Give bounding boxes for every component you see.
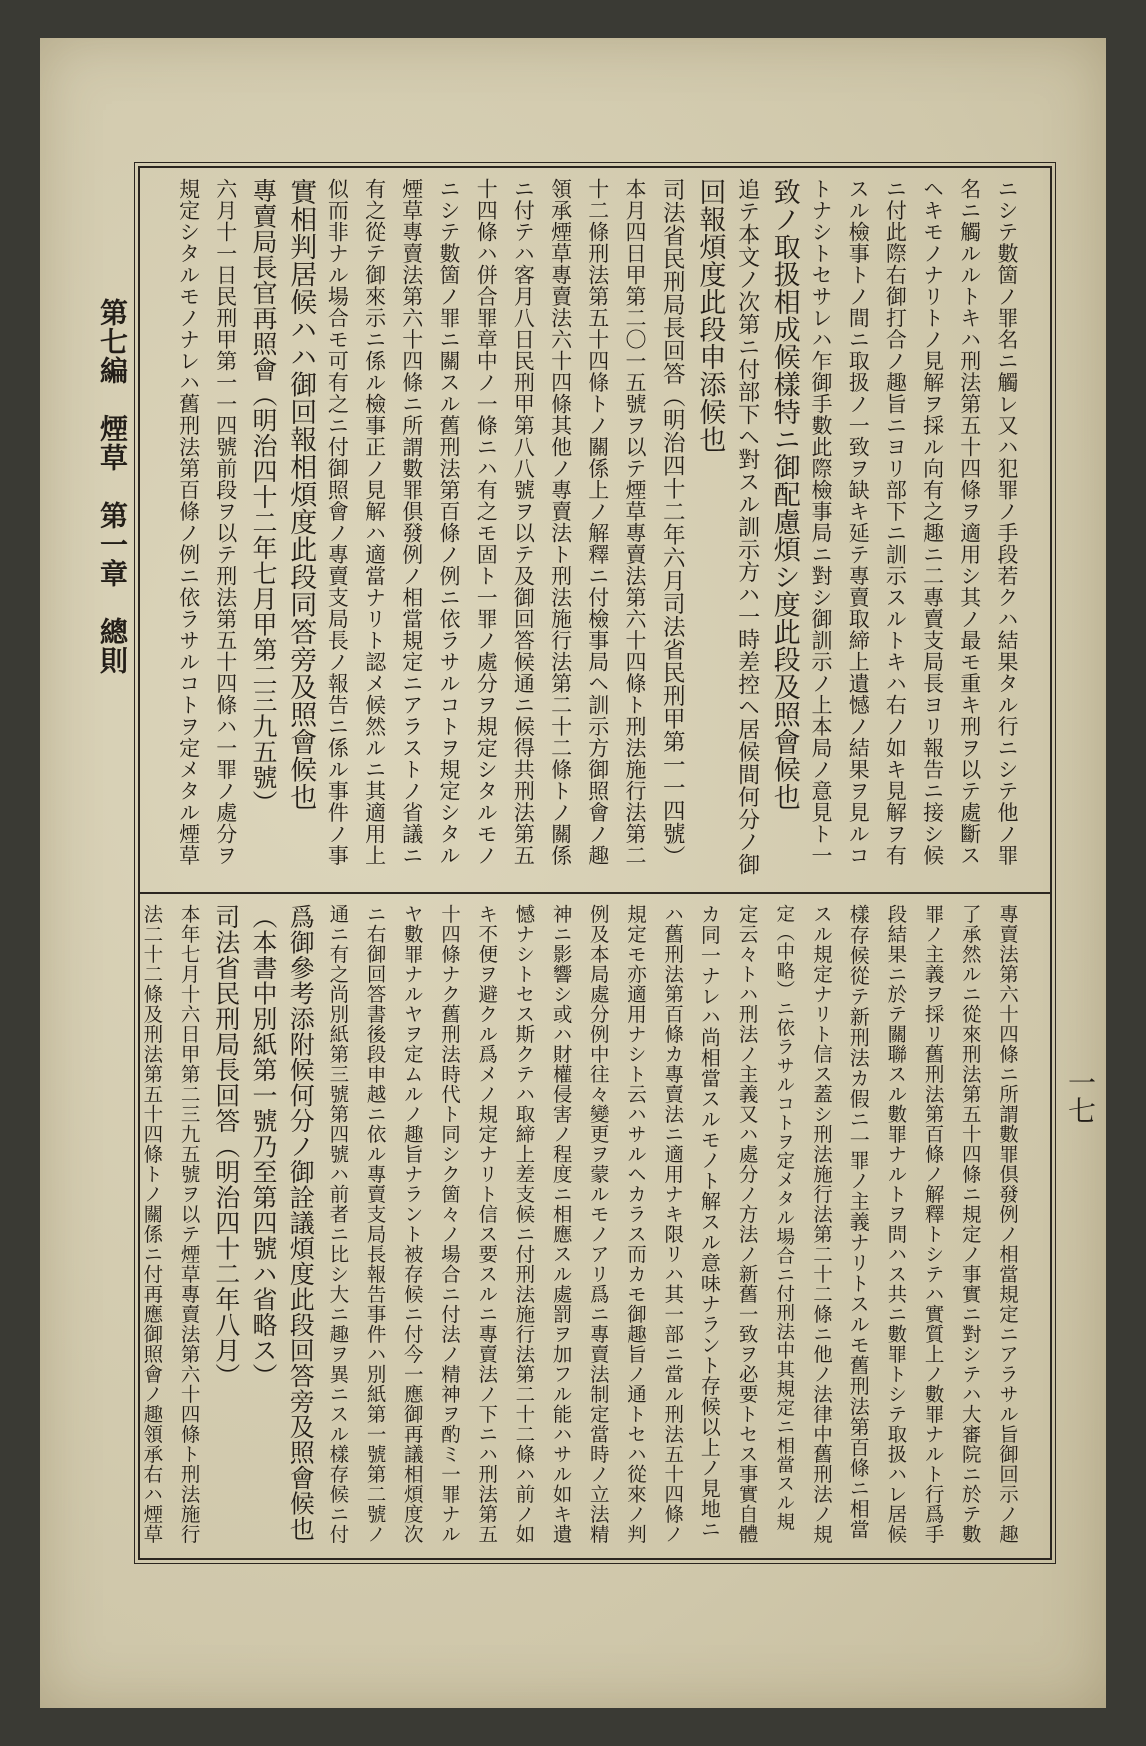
text-column: 十四條ハ併合罪章中ノ一條ニハ有之モ固ト一罪ノ處分ヲ規定シタルモノ xyxy=(474,178,499,866)
text-column: 罪ノ主義ヲ採リ舊刑法第百條ノ解釋トシテハ實質上ノ數罪ナルト行爲手 xyxy=(921,904,945,1544)
text-column: 專賣法第六十四條ニ所謂數罪倶發例ノ相當規定ニアラサル旨御回示ノ趣 xyxy=(996,904,1019,1544)
text-column: 規定シタルモノナレハ舊刑法第百條ノ例ニ依ラサルコトヲ定メタル煙草 xyxy=(176,178,201,866)
text-column: ニシテ數箇ノ罪ニ關スル舊刑法第百條ノ例ニ依ラサルコトヲ規定シタル xyxy=(437,178,461,866)
text-column: 爲御參考添附候何分ノ御詮議煩度此段回答旁及照會候也 xyxy=(286,904,316,1542)
text-column: 定云々トハ刑法ノ主義又ハ處分ノ方法ノ新舊一致ヲ必要トセス事實自體 xyxy=(735,904,759,1544)
page-number: 一七 xyxy=(1064,1068,1097,1124)
text-column: 追テ本文ノ次第ニ付部下ヘ對スル訓示方ハ一時差控ヘ居候間何分ノ御 xyxy=(734,178,760,876)
text-column: ニ右御回答書後段申越ニ依ル專賣支局長報告事件ハ別紙第一號第二號ノ xyxy=(363,904,387,1544)
text-column: ニ付テハ客月八日民刑甲第八八號ヲ以テ及御回答候通ニ候得共刑法第五 xyxy=(511,178,536,866)
text-column: 回報煩度此段申添候也 xyxy=(694,178,726,453)
text-column: 規定モ亦適用ナシト云ハサルヘカラス而カモ御趣旨ノ通トセハ從來ノ判 xyxy=(624,904,647,1544)
text-column: 定（中略）ニ依ラサルコトヲ定メタル場合ニ付刑法中其規定ニ相當スル規 xyxy=(773,904,795,1531)
text-column: ニシテ數箇ノ罪名ニ觸レ又ハ犯罪ノ手段若クハ結果タル行ニシテ他ノ罪 xyxy=(995,178,1019,866)
text-column: 法二十二條及刑法第五十四條トノ關係ニ付再應御照會ノ趣領承右ハ煙草 xyxy=(140,904,164,1544)
text-column: 致ノ取扱相成候樣特ニ御配慮煩シ度此段及照會候也 xyxy=(768,178,800,811)
text-column: 名ニ觸ルルトキハ刑法第五十四條ヲ適用シ其ノ最モ重キ刑ヲ以テ處斷ス xyxy=(957,178,982,866)
text-column: 十四條ナク舊刑法時代ト同シク箇々ノ場合ニ付法ノ精神ヲ酌ミ一罪ナル xyxy=(438,904,461,1544)
text-column: 了承然ルニ從來刑法第五十四條ニ規定ノ事實ニ對シテハ大審院ニ於テ數 xyxy=(958,904,982,1544)
text-column: 通ニ有之尚別紙第三號第四號ハ前者ニ比シ大ニ趣ヲ異ニスル樣存候ニ付 xyxy=(326,904,350,1544)
text-column: カ同一ナレハ尚相當スルモノト解スル意味ナラント存候以上ノ見地ニ xyxy=(697,904,722,1540)
text-column: ハ舊刑法第百條カ專賣法ニ適用ナキ限リハ其一部ニ當ル刑法五十四條ノ xyxy=(661,904,685,1544)
text-column: 實相判居候ハハ御回報相煩度此段同答旁及照會候也 xyxy=(285,178,317,811)
text-column: 領承煙草專賣法六十四條其他ノ專賣法ト刑法施行法第二十二條トノ關係 xyxy=(548,178,573,866)
text-column: ヘキモノナリトノ見解ヲ採ル向有之趣ニ二專賣支局長ヨリ報告ニ接シ候 xyxy=(920,178,945,866)
text-column: 六月十一日民刑甲第一一四號前段ヲ以テ刑法第五十四條ハ一罪ノ處分ヲ xyxy=(213,178,238,866)
book-page xyxy=(40,38,1106,1708)
text-column: 本月四日甲第二〇一五號ヲ以テ煙草專賣法第六十四條ト刑法施行法第二 xyxy=(623,178,647,866)
section-divider xyxy=(138,892,1052,894)
text-column: 段結果ニ於テ關聯スル數罪ナルトヲ問ハス共ニ數罪トシテ取扱ハレ居候 xyxy=(884,904,908,1544)
text-column: 例及本局處分例中往々變更ヲ蒙ルモノアリ爲ニ專賣法制定當時ノ立法精 xyxy=(586,904,610,1544)
text-column: 樣存候從テ新刑法カ假ニ一罪ノ主義ナリトスルモ舊刑法第百條ニ相當 xyxy=(846,904,871,1540)
text-column: スル檢事トノ間ニ取扱ノ一致ヲ缺キ延テ專賣取締上遺憾ノ結果ヲ見ルコ xyxy=(846,178,871,866)
text-column: 司法省民刑局長回答（明治四十二年六月司法省民刑甲第一一四號） xyxy=(659,178,686,868)
text-column: （本書中別紙第一號乃至第四號ハ省略ス） xyxy=(249,904,278,1389)
text-column: 有之從テ御來示ニ係ル檢事正ノ見解ハ適當ナリト認メ候然ルニ其適用上 xyxy=(362,178,387,866)
text-column: 司法省民刑局長回答（明治四十二年八月） xyxy=(211,904,241,1389)
running-header: 第七編 煙草 第一章 總則 xyxy=(96,298,129,675)
text-column: トナシトセサレハ乍御手數此際檢事局ニ對シ御訓示ノ上本局ノ意見ト一 xyxy=(809,178,833,866)
text-column: スル規定ナリト信ス蓋シ刑法施行法第二十二條ニ他ノ法律中舊刑法ノ規 xyxy=(810,904,833,1544)
text-column: ニ付此際右御打合ノ趣旨ニヨリ部下ニ訓示スルトキハ右ノ如キ見解ヲ有 xyxy=(883,178,908,866)
text-column: 神ニ影響シ或ハ財權侵害ノ程度ニ相應スル處罰ヲ加フル能ハサル如キ遺 xyxy=(549,904,573,1544)
text-column: 煙草專賣法第六十四條ニ所謂數罪倶發例ノ相當規定ニアラストノ省議ニ xyxy=(399,178,424,866)
text-column: 似而非ナル場合モ可有之ニ付御照會ノ專賣支局長ノ報告ニ係ル事件ノ事 xyxy=(325,178,350,866)
text-column: 憾ナシトセス斯クテハ取締上差支候ニ付刑法施行法第二十二條ハ前ノ如 xyxy=(512,904,536,1544)
text-column: キ不便ヲ避クル爲メノ規定ナリト信ス要スルニ專賣法ノ下ニハ刑法第五 xyxy=(475,904,499,1544)
text-column: 本年七月十六日甲第二三九五號ヲ以テ煙草專賣法第六十四條ト刑法施行 xyxy=(177,904,201,1544)
text-column: 十二條刑法第五十四條トノ關係上ノ解釋ニ付檢事局ヘ訓示方御照會ノ趣 xyxy=(585,178,610,866)
text-column: ヤ數罪ナルヤヲ定ムルノ趣旨ナラント被存候ニ付今一應御再議相煩度次 xyxy=(400,904,424,1544)
text-column: 專賣局長官再照會（明治四十二年七月甲第二三九五號） xyxy=(249,178,278,816)
